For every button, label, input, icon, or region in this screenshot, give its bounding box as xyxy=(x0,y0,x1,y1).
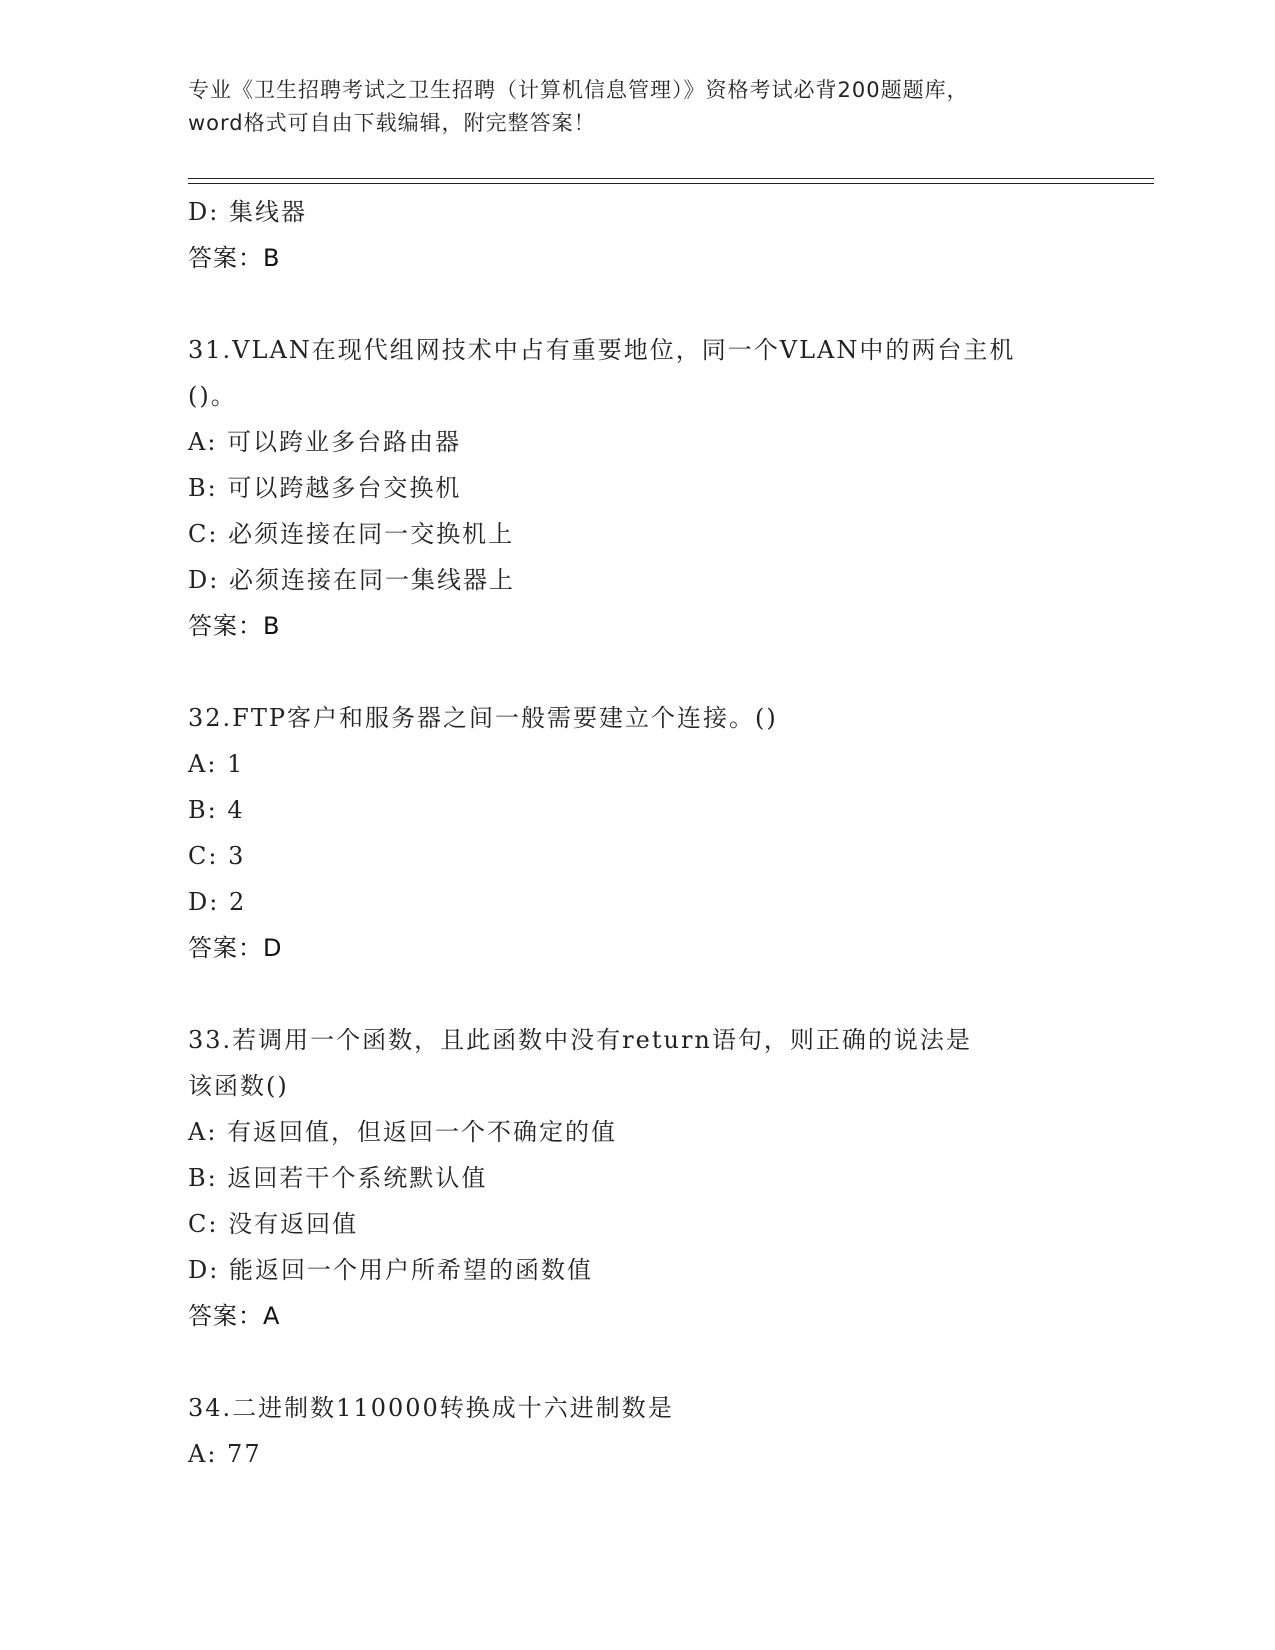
option-a: A: 有返回值，但返回一个不确定的值 xyxy=(188,1118,618,1146)
option-d: D: 能返回一个用户所希望的函数值 xyxy=(188,1256,593,1284)
option-c: C: 3 xyxy=(188,842,246,870)
question-text: 34.二进制数110000转换成十六进制数是 xyxy=(188,1394,674,1422)
question-32 xyxy=(188,695,1088,971)
answer-text: 答案：A xyxy=(188,1302,281,1330)
option-c: C: 必须连接在同一交换机上 xyxy=(188,520,515,548)
answer-text: 答案：B xyxy=(188,612,281,640)
question-text-continued: 该函数() xyxy=(188,1072,289,1100)
question-text: 33.若调用一个函数，且此函数中没有return语句，则正确的说法是 xyxy=(188,1026,972,1054)
header-divider xyxy=(188,178,1154,184)
option-d: D: 必须连接在同一集线器上 xyxy=(188,566,515,594)
option-a: A: 可以跨业多台路由器 xyxy=(188,428,462,456)
option-b: B: 返回若干个系统默认值 xyxy=(188,1164,488,1192)
document-header xyxy=(188,74,1088,140)
option-b: B: 4 xyxy=(188,796,245,824)
option-d: D: 集线器 xyxy=(188,198,307,226)
option-d: D: 2 xyxy=(188,888,247,916)
option-a: A: 77 xyxy=(188,1440,262,1468)
question-text: 31.VLAN在现代组网技术中占有重要地位，同一个VLAN中的两台主机 xyxy=(188,336,1016,364)
spacer xyxy=(188,281,1088,327)
carryover-block xyxy=(188,189,1088,281)
spacer xyxy=(188,1339,1088,1385)
question-33 xyxy=(188,1017,1088,1339)
answer-text: 答案：D xyxy=(188,934,283,962)
option-c: C: 没有返回值 xyxy=(188,1210,359,1238)
document-body xyxy=(188,189,1088,1477)
question-31 xyxy=(188,327,1088,649)
spacer xyxy=(188,649,1088,695)
header-title-line-2: word格式可自由下载编辑，附完整答案！ xyxy=(188,111,596,135)
question-34 xyxy=(188,1385,1088,1477)
spacer xyxy=(188,971,1088,1017)
option-b: B: 可以跨越多台交换机 xyxy=(188,474,462,502)
option-a: A: 1 xyxy=(188,750,245,778)
header-title-line-1: 专业《卫生招聘考试之卫生招聘（计算机信息管理）》资格考试必背200题题库， xyxy=(188,78,969,102)
question-text-continued: ()。 xyxy=(188,382,237,410)
question-text: 32.FTP客户和服务器之间一般需要建立个连接。() xyxy=(188,704,778,732)
answer-text: 答案：B xyxy=(188,244,281,272)
